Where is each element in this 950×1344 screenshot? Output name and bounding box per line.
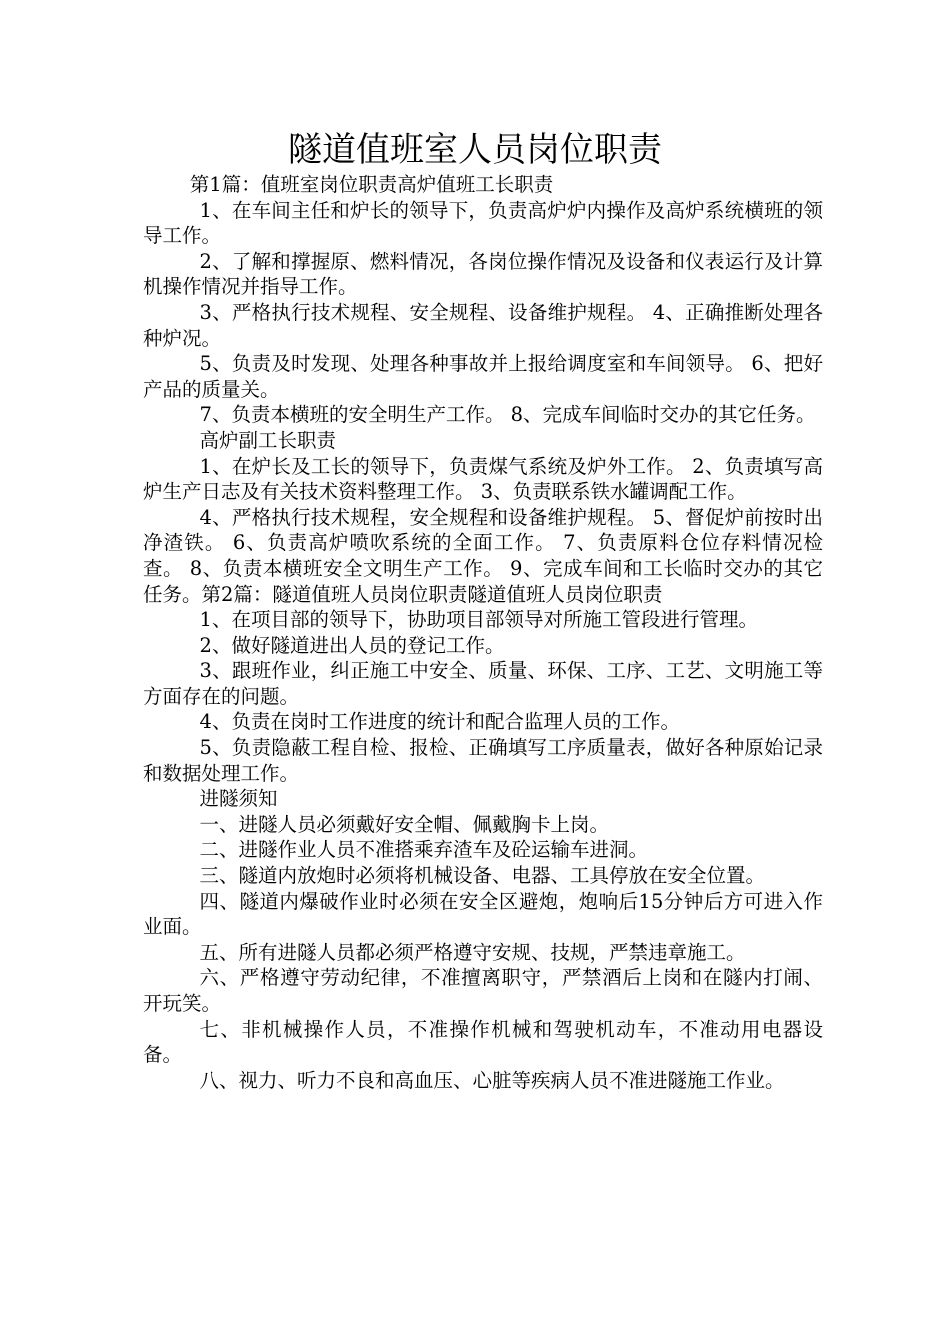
paragraph: 二、进隧作业人员不准搭乘弃渣车及砼运输车进洞。	[199, 838, 649, 862]
paragraph: 八、视力、听力不良和高血压、心脏等疾病人员不准进隧施工作业。	[199, 1068, 785, 1092]
paragraph: 2、了解和撑握原、燃料情况，各岗位操作情况及设备和仪表运行及计算机操作情况并指导工作。	[143, 249, 823, 299]
paragraph: 六、严格遵守劳动纪律，不准擅离职守，严禁酒后上岗和在隧内打闹、开玩笑。	[143, 966, 823, 1015]
paragraph: 一、进隧人员必须戴好安全帽、佩戴胸卡上岗。	[199, 812, 610, 836]
paragraph: 7、负责本横班的安全明生产工作。 8、完成车间临时交办的其它任务。	[199, 403, 816, 427]
section-heading: 高炉副工长职责	[199, 428, 337, 452]
document-body	[143, 172, 823, 1093]
paragraph: 4、负责在岗时工作进度的统计和配合监理人员的工作。	[199, 710, 680, 734]
paragraph: 1、在车间主任和炉长的领导下，负责高炉炉内操作及高炉系统横班的领导工作。	[143, 198, 823, 248]
paragraph: 3、跟班作业，纠正施工中安全、质量、环保、工序、工艺、文明施工等方面存在的问题。	[143, 659, 823, 708]
paragraph: 三、隧道内放炮时必须将机械设备、电器、工具停放在安全位置。	[199, 864, 766, 888]
paragraph: 七、非机械操作人员，不准操作机械和驾驶机动车，不准动用电器设备。	[143, 1017, 823, 1067]
paragraph: 五、所有进隧人员都必须严格遵守安规、技规，严禁违章施工。	[199, 940, 746, 964]
section-heading: 第1篇：值班室岗位职责高炉值班工长职责	[189, 173, 554, 196]
paragraph: 2、做好隧道进出人员的登记工作。	[199, 633, 505, 657]
paragraph: 5、负责及时发现、处理各种事故并上报给调度室和车间领导。 6、把好产品的质量关。	[143, 352, 823, 401]
document-title: 隧道值班室人员岗位职责	[288, 130, 662, 170]
paragraph: 1、在炉长及工长的领导下，负责煤气系统及炉外工作。 2、负责填写高炉生产日志及有关技术资料整理工作。 3、负责联系铁水罐调配工作。	[143, 454, 823, 504]
paragraph: 3、严格执行技术规程、安全规程、设备维护规程。 4、正确推断处理各种炉况。	[143, 300, 823, 350]
paragraph: 5、负责隐蔽工程自检、报检、正确填写工序质量表，做好各种原始记录和数据处理工作。	[143, 736, 823, 785]
paragraph: 4、严格执行技术规程，安全规程和设备维护规程。 5、督促炉前按时出净渣铁。 6、负责高炉喷吹系统的全面工作。 7、负责原料仓位存料情况检查。 8、负责本横班安全文明生产工作。 9、完成车间和工长临时交办的其它任务。第2篇：隧道值班人员岗位职责隧道值班人员岗位职责	[143, 505, 823, 606]
section-heading: 进隧须知	[199, 787, 278, 811]
paragraph: 四、隧道内爆破作业时必须在安全区避炮，炮响后15分钟后方可进入作业面。	[143, 889, 823, 939]
paragraph: 1、在项目部的领导下，协助项目部领导对所施工管段进行管理。	[199, 608, 758, 632]
